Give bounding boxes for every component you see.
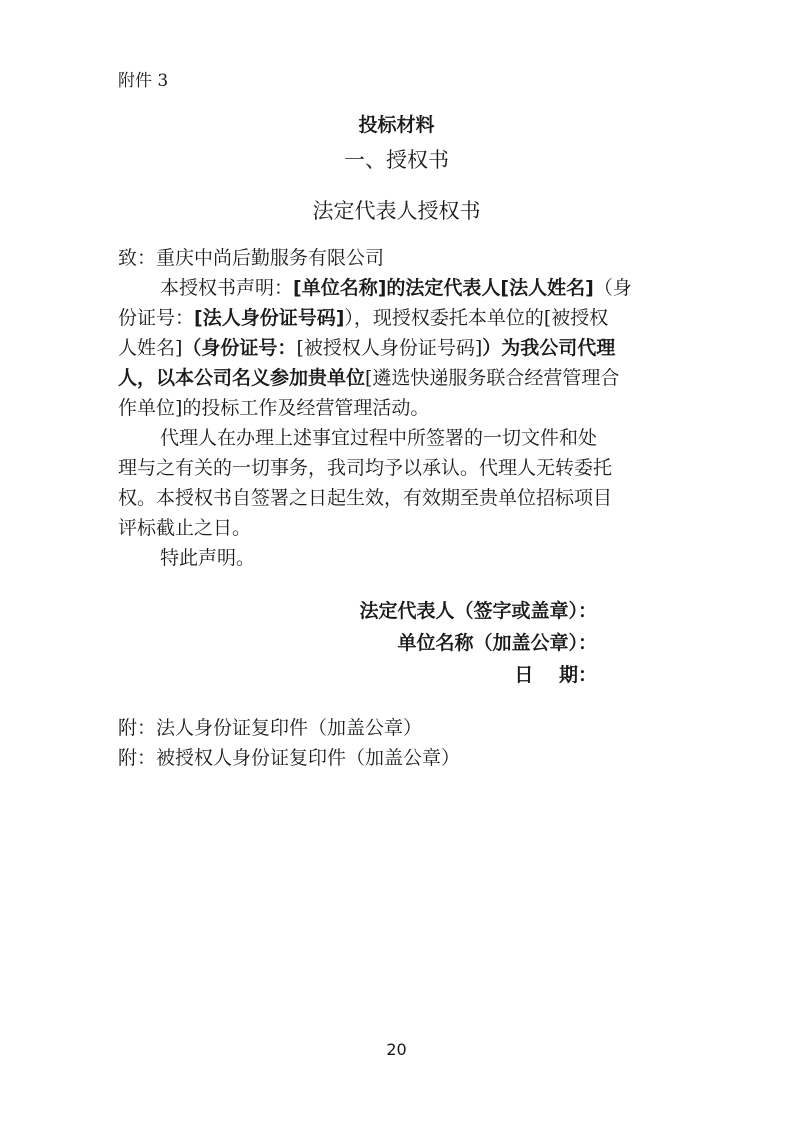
paragraph-2-line-1: 代理人在办理上述事宜过程中所签署的一切文件和处 bbox=[160, 427, 598, 449]
attachment-item-1: 附：法人身份证复印件（加盖公章） bbox=[118, 717, 423, 739]
unit-name-placeholder: [单位名称]的法定代表人[法人姓名] bbox=[293, 277, 594, 299]
paragraph-1-line-3 bbox=[118, 333, 678, 363]
letter-body bbox=[118, 243, 678, 573]
paragraph-2-line-3: 权。本授权书自签署之日起生效，有效期至贵单位招标项目 bbox=[118, 487, 613, 509]
id-number-placeholder: [法人身份证号码] bbox=[194, 307, 345, 329]
attachment-label: 附件 3 bbox=[118, 71, 169, 91]
p1-bold: （身份证号： bbox=[182, 337, 297, 359]
p1-text: （身 bbox=[593, 277, 632, 299]
unit-name-seal: 单位名称（加盖公章）： bbox=[397, 632, 597, 654]
p1-text: ），现授权委托本单位的[被授权 bbox=[344, 307, 609, 329]
section-heading: 一、授权书 bbox=[344, 148, 449, 172]
paragraph-1-line-5: 作单位]的投标工作及经营管理活动。 bbox=[118, 397, 430, 419]
p1-text: 人姓名] bbox=[118, 337, 183, 359]
paragraph-2-line-4: 评标截止之日。 bbox=[118, 517, 252, 539]
document-title: 投标材料 bbox=[358, 114, 435, 136]
p1-bold: 人，以本公司名义参加贵单位 bbox=[118, 367, 366, 389]
form-title: 法定代表人授权书 bbox=[312, 199, 481, 223]
paragraph-2-line-2: 理与之有关的一切事务，我司均予以承认。代理人无转委托 bbox=[118, 457, 613, 479]
paragraph-3: 特此声明。 bbox=[160, 547, 256, 569]
paragraph-1-line-4 bbox=[118, 363, 678, 393]
p1-text: [被授权人身份证号码] bbox=[296, 337, 483, 359]
paragraph-1-line-2 bbox=[118, 303, 678, 333]
p1-text: [遴选快递服务联合经营管理合 bbox=[365, 367, 620, 389]
p1-text: 份证号： bbox=[118, 307, 195, 329]
p1-bold: ）为我公司代理 bbox=[482, 337, 616, 359]
legal-representative-signature: 法定代表人（签字或盖章）： bbox=[359, 600, 597, 622]
paragraph-1-line-1 bbox=[118, 273, 678, 303]
p1-text: 本授权书声明： bbox=[160, 277, 294, 299]
signature-block bbox=[359, 595, 597, 691]
date-field: 日 期： bbox=[514, 664, 597, 686]
addressee: 致：重庆中尚后勤服务有限公司 bbox=[118, 247, 385, 269]
attachment-list bbox=[118, 713, 460, 773]
attachment-item-2: 附：被授权人身份证复印件（加盖公章） bbox=[118, 747, 461, 769]
page-number: 20 bbox=[386, 1040, 407, 1059]
